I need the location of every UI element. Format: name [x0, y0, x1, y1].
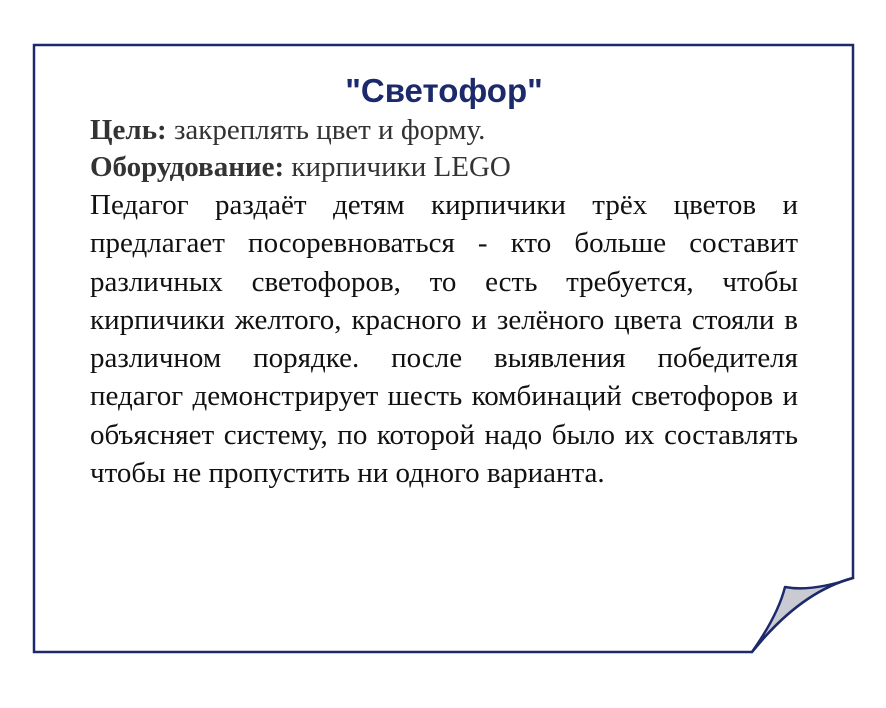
description-text: Педагог раздаёт детям кирпичики трёх цветов и предлагает посоревноваться - кто больше составит различных светофоров, то есть требуется, чтобы кирпичики желтого, красного и зелёного цвета стояли в различном порядке. после выявления победителя педагог демонстрирует шесть комбинаций светофоров и объясняет систему, по которой надо было их составлять чтобы не пропустить ни одного варианта.: [90, 189, 798, 490]
equipment-line: [90, 149, 798, 186]
card-title: "Светофор": [345, 72, 543, 109]
card-content: [90, 70, 798, 492]
goal-label: Цель:: [90, 114, 167, 146]
equipment-text: кирпичики LEGO: [291, 151, 511, 183]
goal-text: закреплять цвет и форму.: [173, 114, 486, 146]
goal-line: [90, 112, 798, 149]
equipment-label: Оборудование:: [90, 151, 285, 183]
